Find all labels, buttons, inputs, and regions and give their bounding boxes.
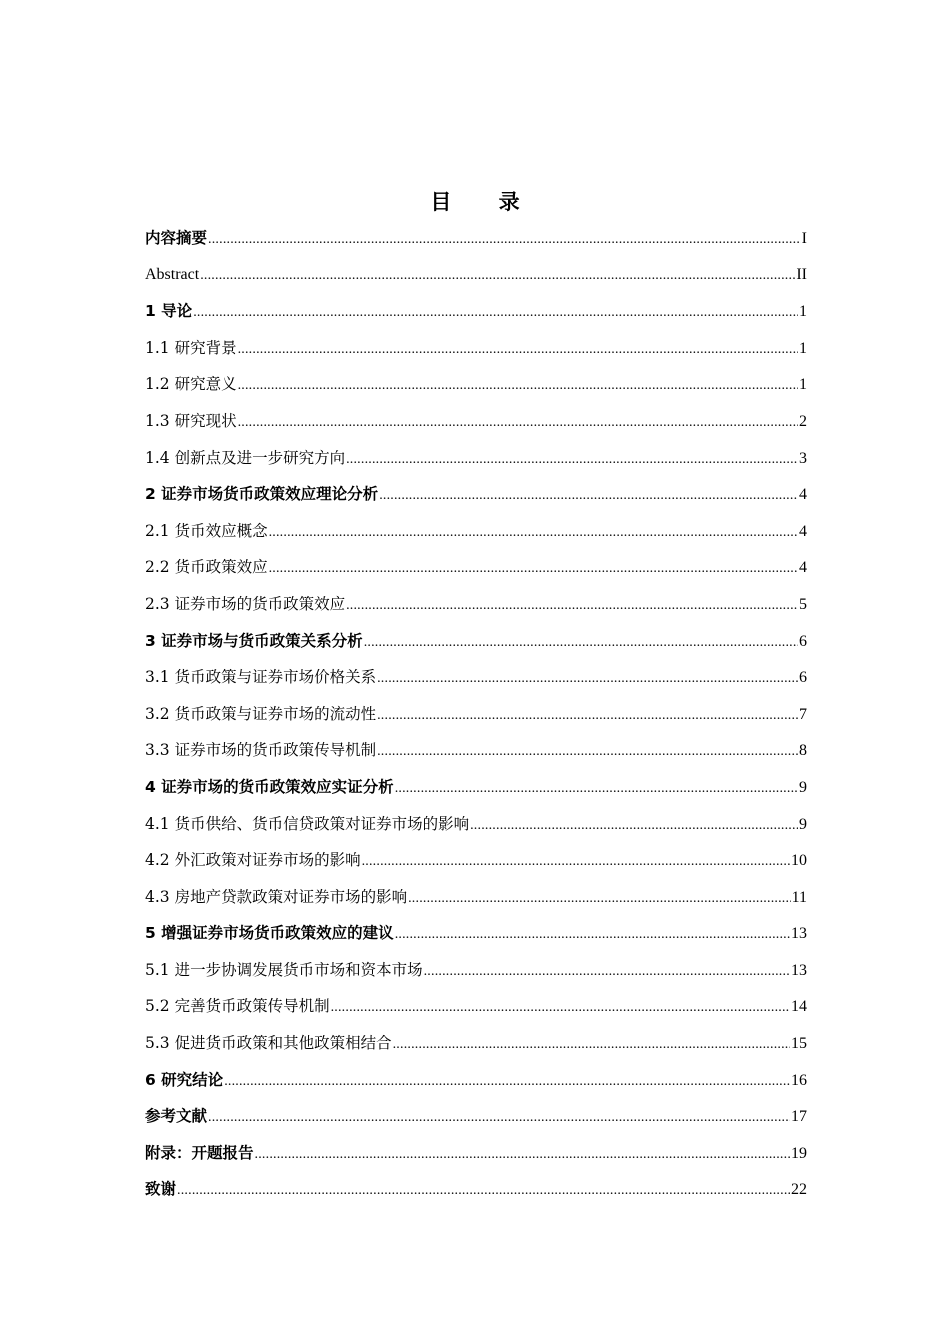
toc-entry-label: 5.3 促进货币政策和其他政策相结合: [145, 1034, 392, 1053]
toc-entry[interactable]: [145, 844, 807, 881]
toc-dot-leader: [177, 1175, 790, 1207]
toc-dot-leader: [238, 407, 798, 439]
toc-entry-page-number: 9: [799, 778, 807, 796]
toc-entry-page-number: 6: [799, 669, 807, 687]
toc-entry-page-number: I: [801, 230, 807, 247]
toc-entry-page-number: 9: [799, 815, 807, 833]
toc-entry-label: 内容摘要: [145, 229, 208, 247]
toc-dot-leader: [395, 773, 798, 805]
toc-entry[interactable]: [145, 1027, 807, 1064]
toc-entry[interactable]: [145, 405, 807, 442]
toc-entry-label: 1.3 研究现状: [145, 411, 237, 430]
toc-dot-leader: [269, 553, 798, 585]
toc-entry-page-number: 17: [791, 1108, 807, 1126]
toc-dot-leader: [377, 700, 798, 732]
toc-entry[interactable]: [145, 222, 807, 259]
toc-entry[interactable]: [145, 990, 807, 1027]
toc-entry[interactable]: [145, 295, 807, 332]
toc-entry[interactable]: [145, 881, 807, 918]
toc-entry[interactable]: [145, 1137, 807, 1174]
toc-entry-label: 5.2 完善货币政策传导机制: [145, 997, 330, 1016]
toc-entry-page-number: 13: [791, 925, 807, 943]
toc-dot-leader: [346, 590, 798, 622]
toc-dot-leader: [377, 736, 798, 768]
toc-entry-page-number: 16: [791, 1071, 807, 1089]
toc-entry[interactable]: [145, 808, 807, 845]
toc-entry[interactable]: [145, 954, 807, 991]
toc-entry-label: 1.1 研究背景: [145, 338, 237, 357]
toc-entry-label: 5 增强证券市场货币政策效应的建议: [145, 924, 394, 943]
toc-entry[interactable]: [145, 515, 807, 552]
toc-entry-label: Abstract: [145, 265, 200, 283]
toc-entry[interactable]: [145, 332, 807, 369]
toc-entry-label: 1.2 研究意义: [145, 375, 237, 394]
toc-dot-leader: [470, 810, 798, 842]
toc-entry[interactable]: [145, 661, 807, 698]
toc-entry-page-number: 1: [799, 303, 807, 321]
toc-entry-label: 2 证券市场货币政策效应理论分析: [145, 485, 379, 504]
toc-dot-leader: [379, 480, 798, 512]
toc-entry-page-number: II: [796, 265, 807, 283]
toc-dot-leader: [193, 297, 798, 329]
toc-entry[interactable]: [145, 478, 807, 515]
toc-entry-label: 4.2 外汇政策对证券市场的影响: [145, 851, 361, 870]
toc-entry-label: 3 证券市场与货币政策关系分析: [145, 631, 363, 650]
table-of-contents: [145, 222, 807, 1210]
toc-entry-page-number: 13: [791, 961, 807, 979]
toc-dot-leader: [208, 1102, 790, 1134]
toc-dot-leader: [424, 956, 790, 988]
toc-entry-label: 2.2 货币政策效应: [145, 558, 268, 577]
toc-dot-leader: [408, 883, 791, 915]
toc-entry[interactable]: [145, 734, 807, 771]
toc-dot-leader: [238, 370, 798, 402]
toc-entry-label: 5.1 进一步协调发展货币市场和资本市场: [145, 960, 423, 979]
toc-dot-leader: [208, 224, 801, 256]
toc-dot-leader: [200, 260, 795, 292]
toc-entry-page-number: 1: [799, 339, 807, 357]
toc-entry-page-number: 22: [791, 1181, 807, 1199]
toc-entry-page-number: 15: [791, 1035, 807, 1053]
toc-dot-leader: [255, 1139, 790, 1171]
toc-entry-label: 1 导论: [145, 302, 193, 321]
toc-dot-leader: [238, 334, 798, 366]
toc-entry[interactable]: [145, 1173, 807, 1210]
toc-entry-label: 6 研究结论: [145, 1070, 224, 1089]
toc-entry-page-number: 10: [791, 852, 807, 870]
toc-entry-label: 致谢: [145, 1180, 177, 1199]
toc-dot-leader: [362, 846, 790, 878]
toc-dot-leader: [395, 919, 790, 951]
toc-dot-leader: [331, 992, 790, 1024]
toc-entry[interactable]: [145, 588, 807, 625]
toc-entry-page-number: 4: [799, 522, 807, 540]
toc-entry-page-number: 8: [799, 742, 807, 760]
toc-entry-label: 4.1 货币供给、货币信贷政策对证券市场的影响: [145, 814, 470, 833]
toc-dot-leader: [269, 517, 798, 549]
toc-entry[interactable]: [145, 442, 807, 479]
toc-entry[interactable]: [145, 368, 807, 405]
toc-entry-page-number: 19: [791, 1144, 807, 1162]
toc-entry-label: 参考文献: [145, 1107, 208, 1126]
toc-entry-label: 3.3 证券市场的货币政策传导机制: [145, 741, 377, 760]
toc-entry-label: 3.1 货币政策与证券市场价格关系: [145, 668, 377, 687]
toc-entry-page-number: 14: [791, 998, 807, 1016]
toc-entry[interactable]: [145, 551, 807, 588]
toc-entry-label: 2.3 证券市场的货币政策效应: [145, 594, 346, 613]
toc-entry-page-number: 11: [791, 888, 807, 906]
toc-entry[interactable]: [145, 917, 807, 954]
toc-dot-leader: [346, 444, 798, 476]
toc-entry-page-number: 2: [799, 412, 807, 430]
toc-entry-page-number: 5: [799, 595, 807, 613]
toc-entry[interactable]: [145, 259, 807, 296]
toc-entry[interactable]: [145, 625, 807, 662]
toc-entry[interactable]: [145, 771, 807, 808]
toc-dot-leader: [364, 627, 798, 659]
toc-entry-page-number: 1: [799, 376, 807, 394]
toc-entry-page-number: 7: [799, 705, 807, 723]
toc-entry-page-number: 4: [799, 486, 807, 504]
toc-entry[interactable]: [145, 1064, 807, 1101]
toc-entry[interactable]: [145, 1100, 807, 1137]
toc-dot-leader: [224, 1066, 790, 1098]
toc-dot-leader: [377, 663, 798, 695]
toc-dot-leader: [393, 1029, 790, 1061]
toc-entry-label: 4 证券市场的货币政策效应实证分析: [145, 777, 394, 796]
toc-entry-label: 附录：开题报告: [145, 1143, 254, 1162]
toc-entry-label: 4.3 房地产贷款政策对证券市场的影响: [145, 887, 408, 906]
toc-entry-page-number: 4: [799, 559, 807, 577]
toc-entry-label: 1.4 创新点及进一步研究方向: [145, 448, 346, 467]
toc-entry-label: 3.2 货币政策与证券市场的流动性: [145, 704, 377, 723]
toc-entry-page-number: 3: [799, 449, 807, 467]
toc-entry[interactable]: [145, 698, 807, 735]
toc-title: 目 录: [430, 190, 540, 214]
toc-entry-page-number: 6: [799, 632, 807, 650]
toc-entry-label: 2.1 货币效应概念: [145, 521, 268, 540]
